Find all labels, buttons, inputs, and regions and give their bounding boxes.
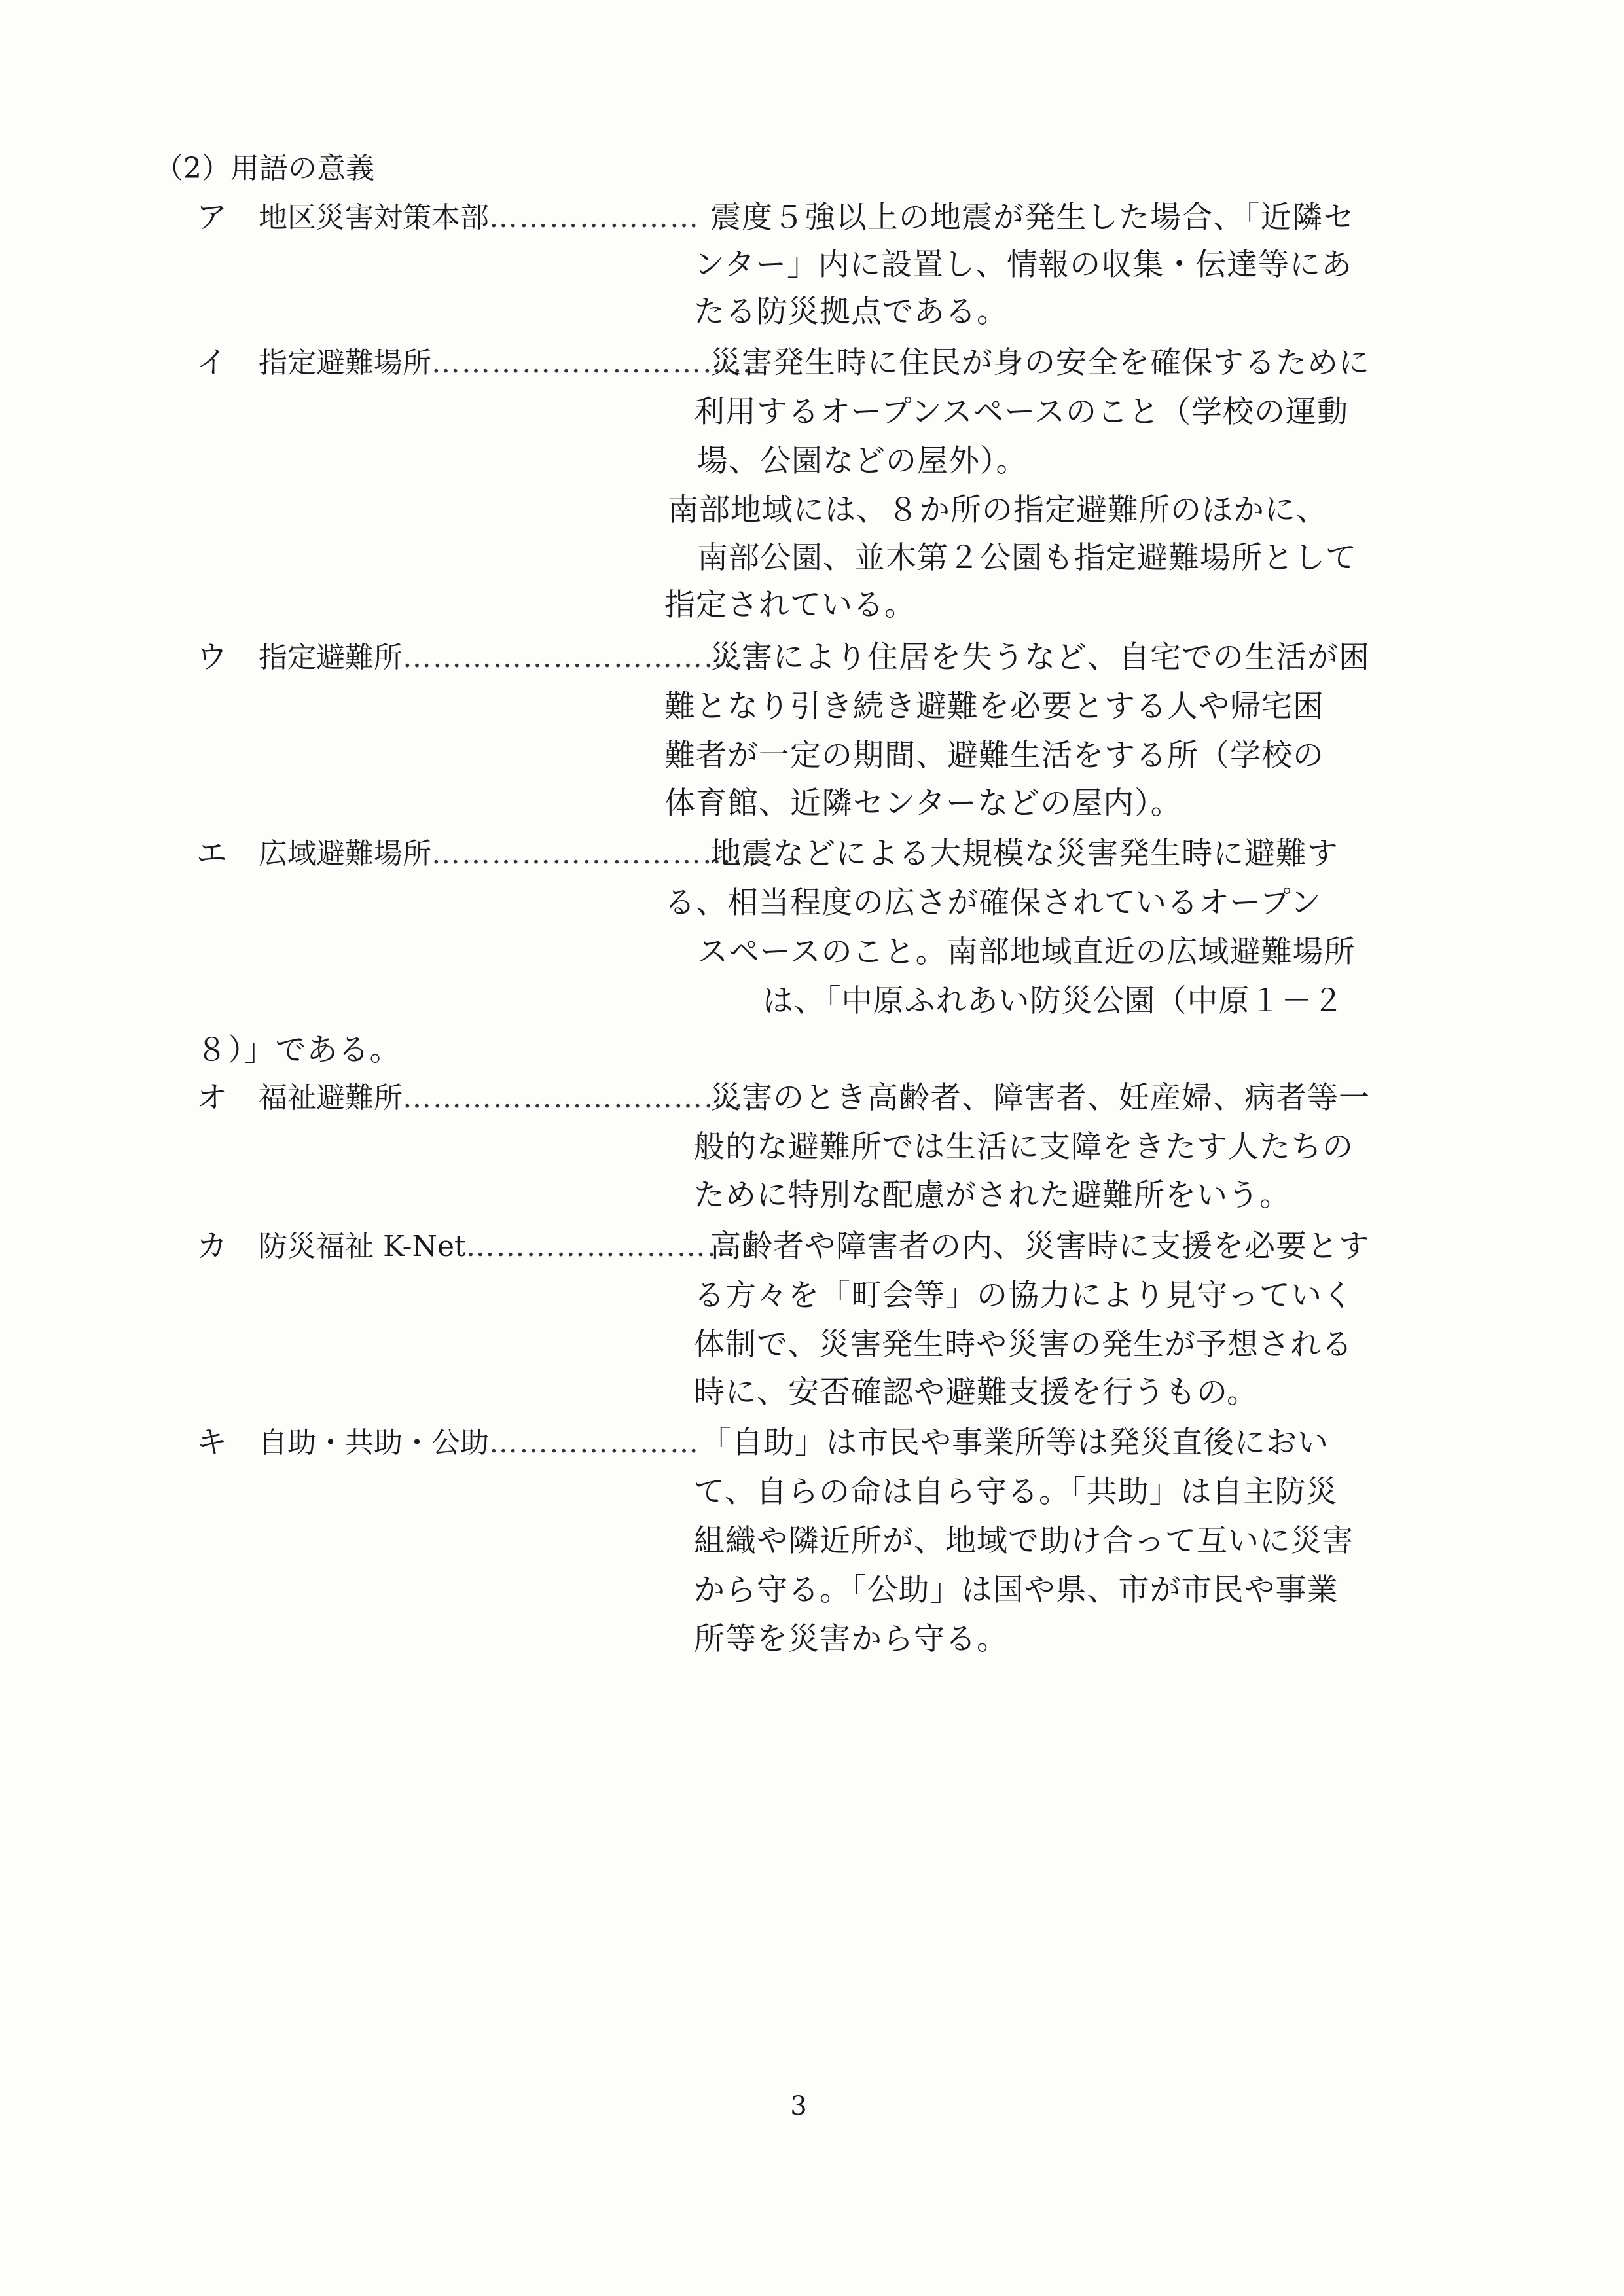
entry-text-line: て、自らの命は自ら守る。「共助」は自主防災 — [694, 1474, 1338, 1510]
leader-dots: …………………………… — [431, 837, 763, 870]
entry-text-line: ために特別な配慮がされた避難所をいう。 — [694, 1177, 1291, 1213]
entry-text-line: 組織や隣近所が、地域で助け合って互いに災害 — [694, 1523, 1354, 1559]
entry-text-line: 体制で、災害発生時や災害の発生が予想される — [694, 1327, 1354, 1363]
entry-text-line: 災害のとき高齢者、障害者、妊産婦、病者等一 — [710, 1080, 1370, 1116]
entry-text-line: ８）」である。 — [196, 1032, 401, 1068]
entry-text-line: 般的な避難所では生活に支障をきたす人たちの — [694, 1129, 1354, 1165]
entry-term: 広域避難場所 — [259, 837, 431, 870]
entry-term-row — [259, 1079, 764, 1118]
entry-term-row — [259, 1227, 737, 1266]
entry-text-line: 難者が一定の期間、避難生活をする所（学校の — [664, 738, 1324, 774]
section-title: （2）用語の意義 — [154, 152, 374, 185]
leader-dots: ……………………………… — [403, 641, 764, 674]
entry-text-line: 所等を災害から守る。 — [694, 1621, 1008, 1657]
entry-term: 防災福祉 K-Net — [259, 1230, 466, 1263]
entry-term: 指定避難所 — [259, 641, 403, 674]
leader-dots: ………………… — [489, 201, 700, 234]
entry-text-line: 南部公園、並木第２公園も指定避難場所として — [697, 540, 1357, 576]
entry-text-line: 利用するオープンスペースのこと（学校の運動 — [694, 394, 1349, 430]
entry-label-o: オ — [196, 1080, 227, 1116]
entry-label-u: ウ — [196, 639, 227, 675]
entry-text-line: 南部地域には、８か所の指定避難所のほかに、 — [668, 492, 1327, 528]
entry-text-line: 場、公園などの屋外）。 — [697, 443, 1028, 479]
entry-text-line: る、相当程度の広さが確保されているオープン — [664, 885, 1322, 921]
entry-term: 福祉避難所 — [259, 1081, 403, 1115]
entry-text-line: 時に、安否確認や避難支援を行うもの。 — [694, 1374, 1259, 1410]
entry-label-a: ア — [196, 200, 227, 236]
entry-term: 指定避難場所 — [259, 346, 431, 380]
entry-label-ki: キ — [196, 1425, 227, 1461]
entry-term-row — [259, 344, 763, 383]
entry-text-line: 体育館、近隣センターなどの屋内）。 — [664, 785, 1182, 821]
entry-text-line: 災害により住居を失うなど、自宅での生活が困 — [710, 639, 1370, 675]
entry-term: 自助・共助・公助 — [259, 1426, 489, 1460]
entry-text-line: 震度５強以上の地震が発生した場合、「近隣セ — [710, 200, 1355, 236]
entry-text-line: 指定されている。 — [664, 587, 916, 623]
entry-term-row — [259, 1424, 700, 1463]
page-number: 3 — [790, 2091, 807, 2121]
entry-text-line: は、「中原ふれあい防災公園（中原１－２ — [763, 983, 1344, 1019]
entry-text-line: 難となり引き続き避難を必要とする人や帰宅困 — [664, 689, 1324, 725]
entry-text-line: たる防災拠点である。 — [694, 294, 1008, 330]
leader-dots: ……………………………… — [403, 1081, 764, 1115]
leader-dots: ……………………… — [465, 1230, 737, 1263]
entry-text-line: 災害発生時に住民が身の安全を確保するために — [710, 345, 1370, 381]
entry-text-line: 「自助」は市民や事業所等は発災直後におい — [700, 1425, 1329, 1461]
entry-label-ka: カ — [196, 1229, 227, 1265]
entry-label-e: エ — [196, 836, 227, 872]
entry-text-line: スペースのこと。南部地域直近の広域避難場所 — [697, 934, 1356, 970]
entry-term-row — [259, 834, 763, 874]
entry-label-i: イ — [196, 345, 227, 381]
entry-text-line: 地震などによる大規模な災害発生時に避難す — [710, 836, 1339, 872]
entry-term-row — [259, 638, 764, 677]
entry-text-line: ンター」内に設置し、情報の収集・伝達等にあ — [694, 247, 1353, 283]
entry-term: 地区災害対策本部 — [259, 201, 489, 234]
leader-dots: ………………… — [489, 1426, 700, 1460]
entry-text-line: 高齢者や障害者の内、災害時に支援を必要とす — [710, 1229, 1370, 1265]
leader-dots: …………………………… — [431, 346, 763, 380]
entry-text-line: から守る。「公助」は国や県、市が市民や事業 — [694, 1572, 1339, 1608]
entry-term-row — [259, 198, 700, 238]
entry-text-line: る方々を「町会等」の協力により見守っていく — [694, 1278, 1354, 1314]
